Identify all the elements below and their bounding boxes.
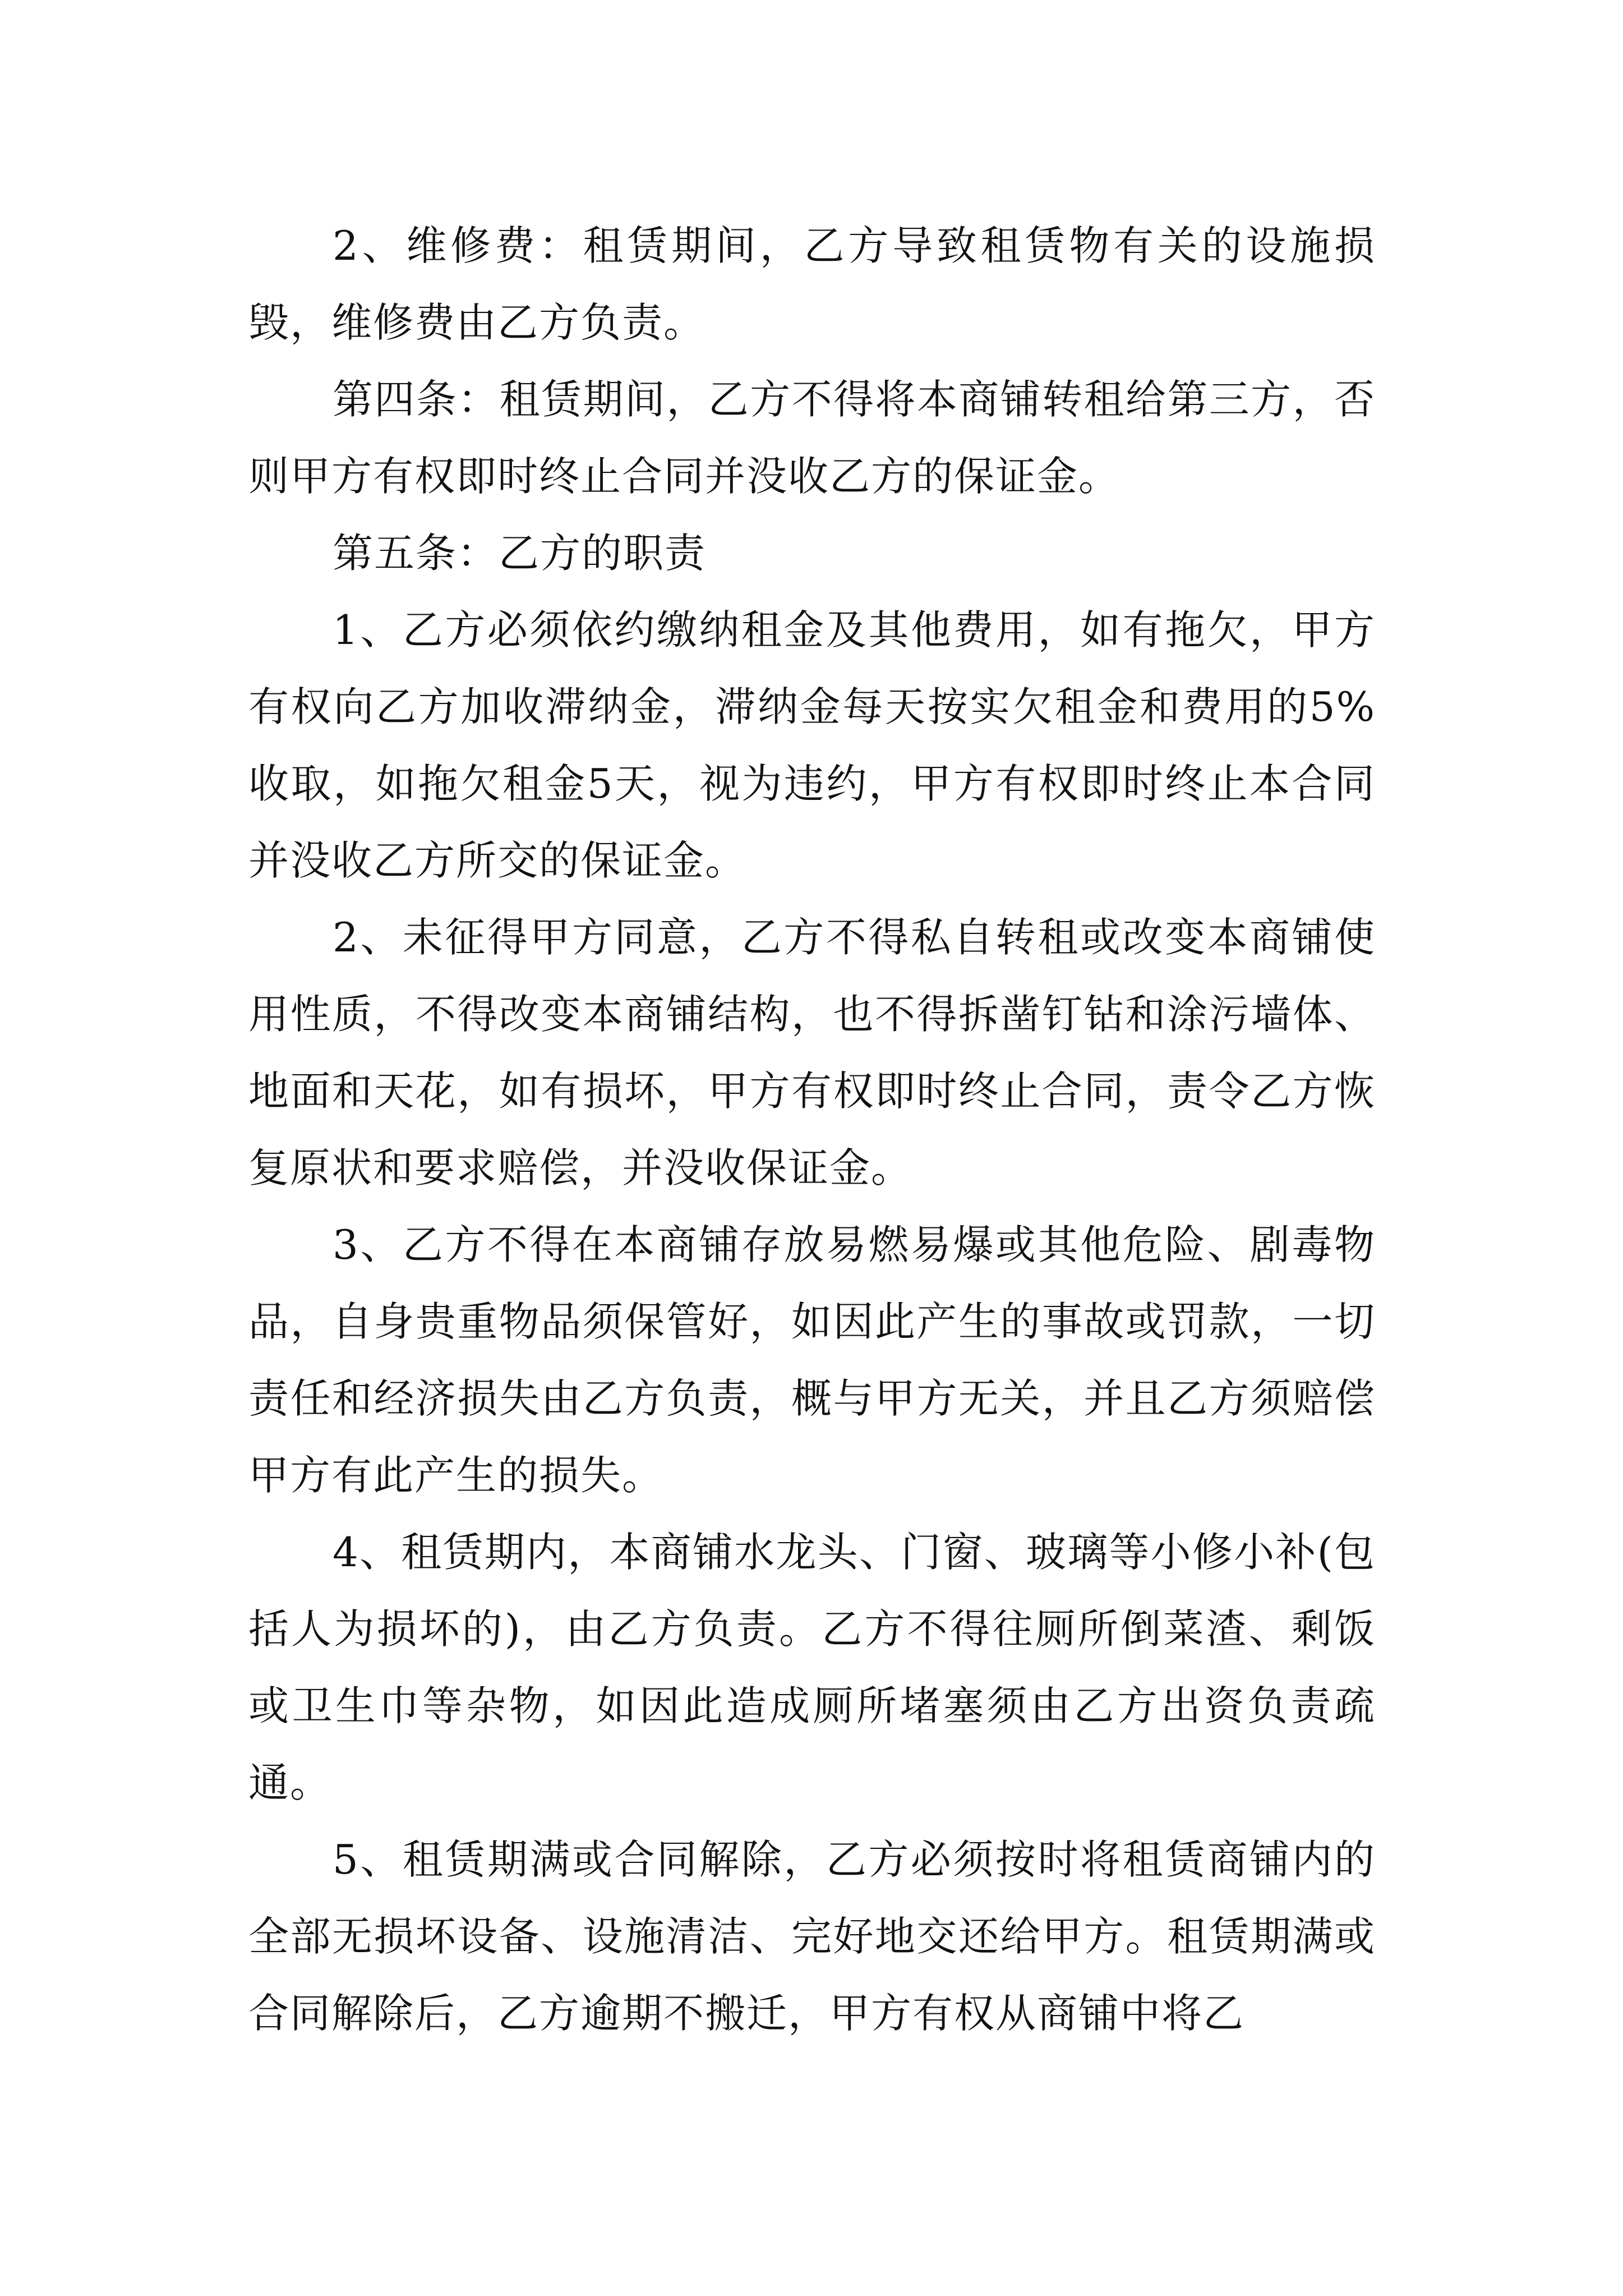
paragraph-article-5-heading: 第五条：乙方的职责 xyxy=(333,530,707,577)
paragraph-duty-2: 2、未征得甲方同意，乙方不得私自转租或改变本商铺使用性质，不得改变本商铺结构，也不得拆凿钉钻和涂污墙体、地面和天花，如有损坏，甲方有权即时终止合同，责令乙方恢复原状和要求赔偿，并没收保证金。 xyxy=(248,914,1376,1191)
paragraph-duty-1: 1、乙方必须依约缴纳租金及其他费用，如有拖欠，甲方有权向乙方加收滞纳金，滞纳金每天按实欠租金和费用的5%收取，如拖欠租金5天，视为违约，甲方有权即时终止本合同并没收乙方所交的保证金。 xyxy=(248,606,1376,884)
paragraph-maintenance-fee: 2、维修费：租赁期间，乙方导致租赁物有关的设施损毁，维修费由乙方负责。 xyxy=(248,222,1376,346)
paragraph-article-4: 第四条：租赁期间，乙方不得将本商铺转租给第三方，否则甲方有权即时终止合同并没收乙方的保证金。 xyxy=(248,376,1376,500)
paragraph-duty-4: 4、租赁期内，本商铺水龙头、门窗、玻璃等小修小补(包括人为损坏的)，由乙方负责。乙方不得往厕所倒菜渣、剩饭或卫生巾等杂物，如因此造成厕所堵塞须由乙方出资负责疏通。 xyxy=(248,1529,1376,1806)
paragraph-duty-5: 5、租赁期满或合同解除，乙方必须按时将租赁商铺内的全部无损坏设备、设施清洁、完好地交还给甲方。租赁期满或合同解除后，乙方逾期不搬迁，甲方有权从商铺中将乙 xyxy=(248,1836,1376,2037)
contract-text xyxy=(248,208,1376,2052)
paragraph-duty-3: 3、乙方不得在本商铺存放易燃易爆或其他危险、剧毒物品，自身贵重物品须保管好，如因此产生的事故或罚款，一切责任和经济损失由乙方负责，概与甲方无关，并且乙方须赔偿甲方有此产生的损失。 xyxy=(248,1221,1376,1499)
